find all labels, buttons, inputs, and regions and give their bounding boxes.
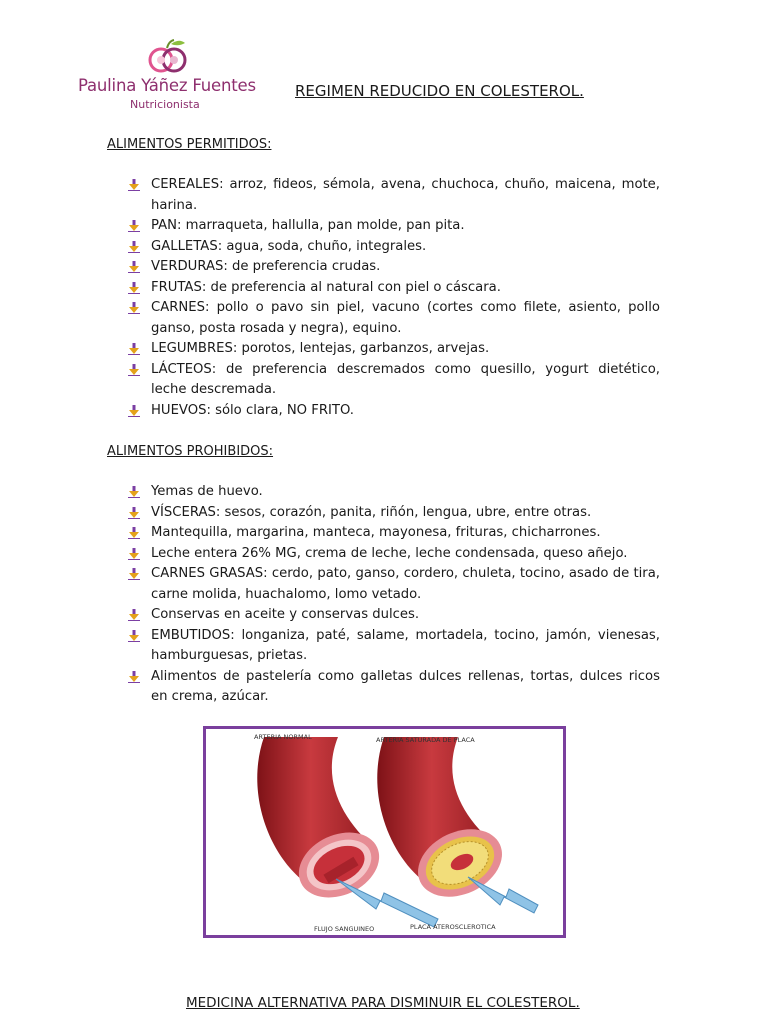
list-item (128, 544, 660, 565)
list-item (128, 605, 660, 626)
arrow-bullet-icon (128, 527, 140, 539)
list-item-text: FRUTAS: de preferencia al natural con piel o cáscara. (151, 279, 501, 295)
list-item-text: CEREALES: arroz, fideos, sémola, avena, chuchoca, chuño, maicena, mote, harina. (151, 177, 660, 213)
arrow-bullet-icon (128, 343, 140, 355)
flow-arrow-plaque (468, 877, 538, 913)
list-item-text: VÍSCERAS: sesos, corazón, panita, riñón, lengua, ubre, entre otras. (151, 504, 592, 520)
forbidden-list (128, 482, 660, 708)
list-item-text: Alimentos de pastelería como galletas dulces rellenas, tortas, dulces ricos en crema, azúcar. (151, 668, 660, 704)
arrow-bullet-icon (128, 179, 140, 191)
list-item (128, 564, 660, 605)
arrow-bullet-icon (128, 609, 140, 621)
arrow-bullet-icon (128, 261, 140, 273)
arrow-bullet-icon (128, 671, 140, 683)
allowed-list (128, 175, 660, 421)
list-item (128, 216, 660, 237)
page-title: REGIMEN REDUCIDO EN COLESTEROL. (295, 82, 584, 100)
list-item-text: GALLETAS: agua, soda, chuño, integrales. (151, 238, 427, 254)
logo (78, 38, 268, 118)
footer-title: MEDICINA ALTERNATIVA PARA DISMINUIR EL COLESTEROL. (186, 995, 580, 1011)
list-item-text: LEGUMBRES: porotos, lentejas, garbanzos, arvejas. (151, 341, 490, 356)
arrow-bullet-icon (128, 630, 140, 642)
allowed-heading: ALIMENTOS PERMITIDOS: (107, 137, 272, 152)
arrow-bullet-icon (128, 568, 140, 580)
arrow-bullet-icon (128, 548, 140, 560)
list-item-text: VERDURAS: de preferencia crudas. (151, 259, 381, 274)
plaque-artery (377, 737, 513, 910)
arrow-bullet-icon (128, 241, 140, 253)
label-plaque-artery: ARTERIA SATURADA DE PLACA (376, 736, 475, 744)
arrow-bullet-icon (128, 302, 140, 314)
list-item-text: CARNES GRASAS: cerdo, pato, ganso, cordero, chuleta, tocino, asado de tira, carne molida, huachalomo, lomo vetado. (151, 566, 660, 602)
list-item (128, 626, 660, 667)
arrow-bullet-icon (128, 364, 140, 376)
forbidden-heading: ALIMENTOS PROHIBIDOS: (107, 444, 274, 459)
list-item-text: Yemas de huevo. (151, 484, 263, 499)
label-atherosclerotic-plaque: PLACA ATEROSCLEROTICA (410, 923, 496, 931)
list-item-text: Conservas en aceite y conservas dulces. (151, 607, 420, 622)
list-item (128, 339, 660, 360)
list-item (128, 482, 660, 503)
list-item-text: LÁCTEOS: de preferencia descremados como quesillo, yogurt dietético, leche descremada. (151, 361, 660, 397)
list-item (128, 298, 660, 339)
list-item (128, 237, 660, 258)
list-item-text: PAN: marraqueta, hallulla, pan molde, pan pita. (151, 218, 465, 233)
label-blood-flow: FLUJO SANGUINEO (314, 925, 375, 933)
artery-illustration (206, 729, 563, 935)
label-normal-artery: ARTERIA NORMAL (254, 733, 312, 741)
arrow-bullet-icon (128, 282, 140, 294)
fruit-logo-icon (141, 38, 197, 76)
list-item (128, 401, 660, 422)
artery-figure (203, 726, 566, 938)
arrow-bullet-icon (128, 507, 140, 519)
list-item (128, 257, 660, 278)
flow-arrow-normal (336, 879, 438, 927)
list-item-text: Mantequilla, margarina, manteca, mayonesa, frituras, chicharrones. (151, 525, 601, 540)
arrow-bullet-icon (128, 486, 140, 498)
list-item (128, 360, 660, 401)
list-item-text: HUEVOS: sólo clara, NO FRITO. (151, 402, 354, 418)
logo-name: Paulina Yáñez Fuentes (78, 76, 256, 95)
arrow-bullet-icon (128, 220, 140, 232)
list-item (128, 667, 660, 708)
logo-subtitle: Nutricionista (130, 98, 200, 111)
list-item (128, 523, 660, 544)
list-item-text: CARNES: pollo o pavo sin piel, vacuno (cortes como filete, asiento, pollo ganso, posta rosada y negra), equino. (151, 300, 660, 336)
list-item (128, 278, 660, 299)
list-item (128, 503, 660, 524)
list-item (128, 175, 660, 216)
list-item-text: Leche entera 26% MG, crema de leche, leche condensada, queso añejo. (151, 545, 628, 561)
normal-artery (257, 737, 389, 910)
arrow-bullet-icon (128, 405, 140, 417)
list-item-text: EMBUTIDOS: longaniza, paté, salame, mortadela, tocino, jamón, vienesas, hamburguesas, prietas. (151, 627, 660, 663)
